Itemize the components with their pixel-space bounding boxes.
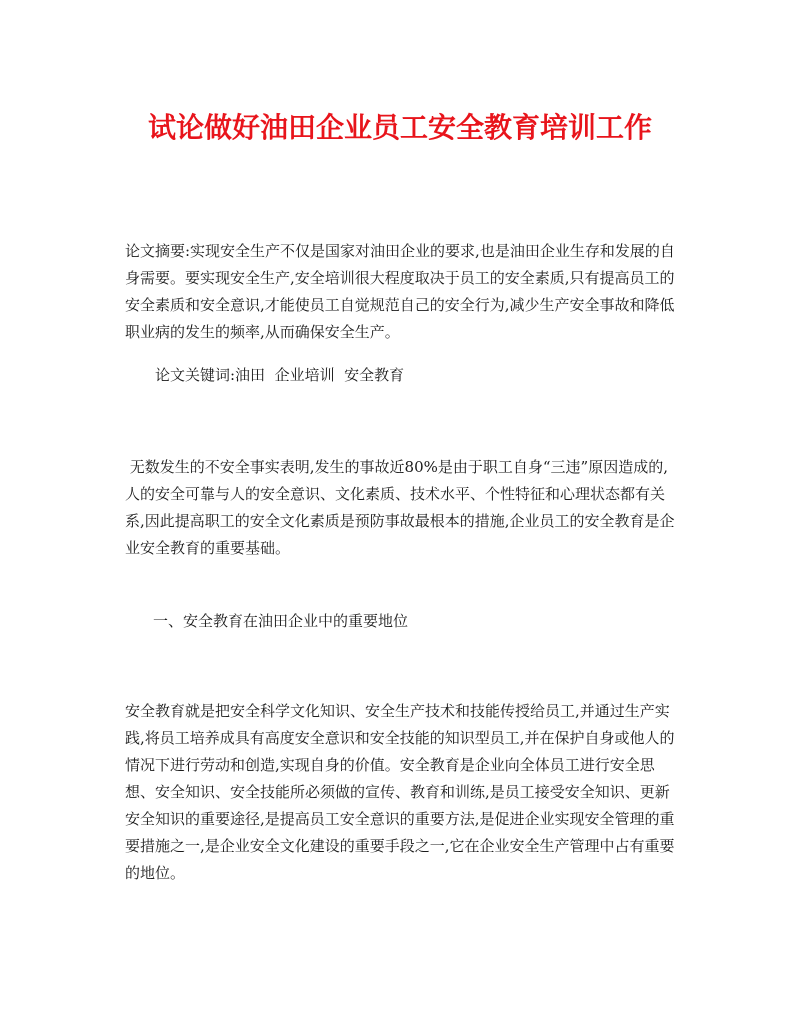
section-heading: 一、安全教育在油田企业中的重要地位 [153, 612, 409, 630]
document-title: 试论做好油田企业员工安全教育培训工作 [147, 111, 652, 144]
keywords-line: 论文关键词:油田 企业培训 安全教育 [155, 366, 405, 384]
intro-paragraph: 无数发生的不安全事实表明,发生的事故近80%是由于职工自身“三违”原因造成的,人的安全可靠与人的安全意识、文化素质、技术水平、个性特征和心理状态都有关系,因此提高职工的安全文化素质是预防事故最根本的措施,企业员工的安全教育是企业安全教育的重要基础。 [125, 458, 675, 557]
section-body-paragraph: 安全教育就是把安全科学文化知识、安全生产技术和技能传授给员工,并通过生产实践,将员工培养成具有高度安全意识和安全技能的知识型员工,并在保护自身或他人的情况下进行劳动和创造,实现自身的价值。安全教育是企业向全体员工进行安全思想、安全知识、安全技能所必须做的宣传、教育和训练,是员工接受安全知识、更新安全知识的重要途径,是提高员工安全意识的重要方法,是促进企业实现安全管理的重要措施之一,是企业安全文化建设的重要手段之一,它在企业安全生产管理中占有重要的地位。 [125, 702, 675, 882]
abstract-paragraph: 论文摘要:实现安全生产不仅是国家对油田企业的要求,也是油田企业生存和发展的自身需要。要实现安全生产,安全培训很大程度取决于员工的安全素质,只有提高员工的安全素质和安全意识,才能使员工自觉规范自己的安全行为,减少生产安全事故和降低职业病的发生的频率,从而确保安全生产。 [125, 242, 675, 341]
